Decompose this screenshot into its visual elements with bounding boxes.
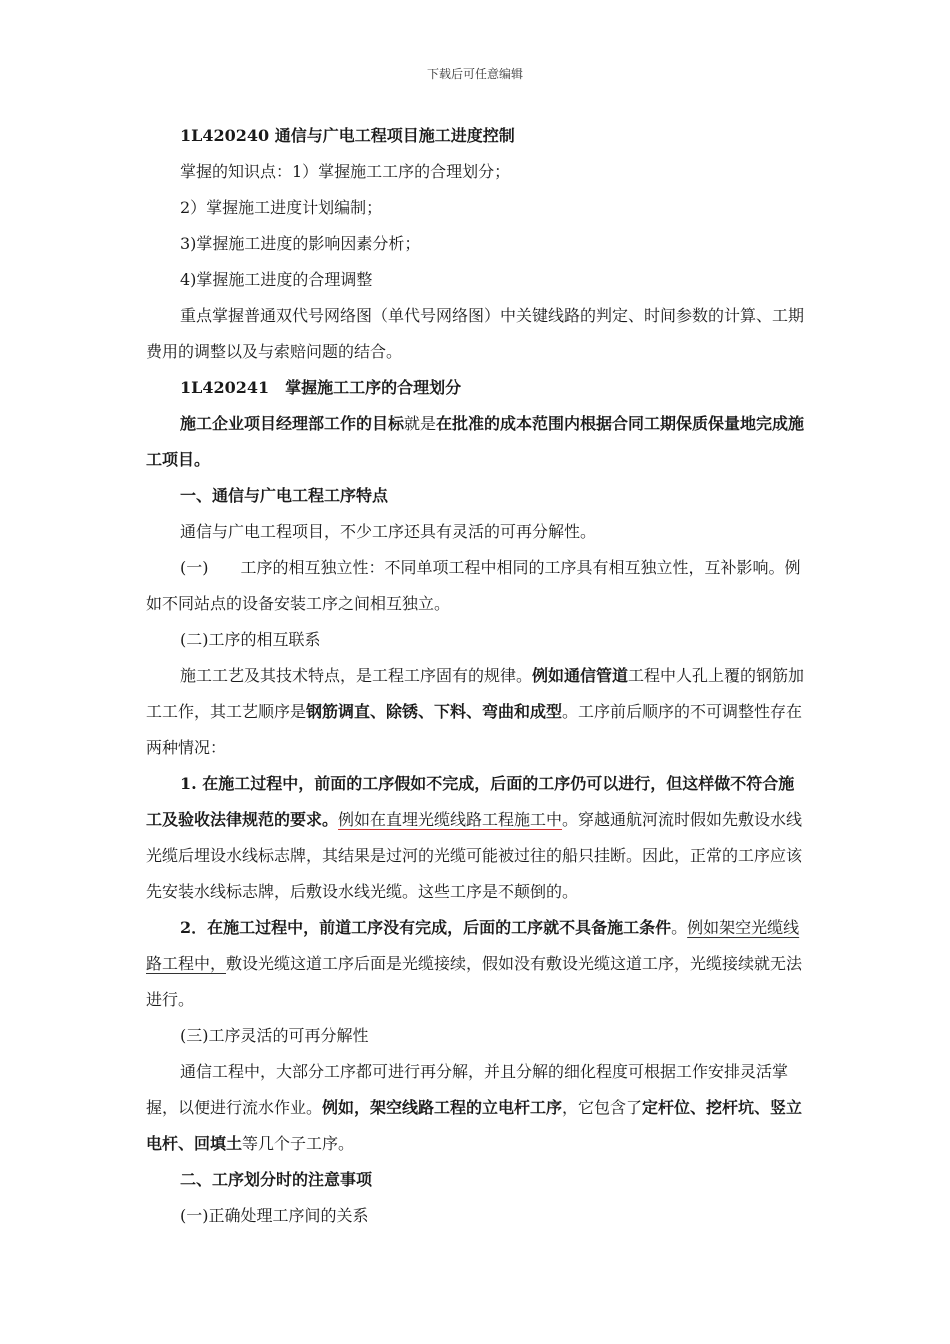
item-3-bold-b: 例如，架空线路工程的立电杆工序 bbox=[322, 1098, 563, 1117]
case-2-rest: 敷设光缆这道工序后面是光缆接续，假如没有敷设光缆这道工序，光缆接续就无法进行。 bbox=[146, 954, 803, 1009]
item-2-bold-d: 钢筋调直、除锈、下料、弯曲和成型 bbox=[306, 702, 563, 721]
goal-bold-2: 在批准的成本范围内根据合同工期保质保量地完成施工项目。 bbox=[146, 414, 805, 469]
item-2-paragraph bbox=[146, 658, 808, 766]
item-3-text-e: 等几个子工序。 bbox=[242, 1134, 355, 1153]
item-1-text: 工序的相互独立性：不同单项工程中相同的工序具有相互独立性，互补影响。例如不同站点的设备安装工序之间相互独立。 bbox=[146, 558, 801, 613]
goal-bold-1: 施工企业项目经理部工作的目标 bbox=[180, 414, 405, 433]
page-header: 下载后可任意编辑 bbox=[426, 67, 523, 81]
case-1-paragraph bbox=[146, 766, 808, 910]
item-2-bold-b: 例如通信管道 bbox=[532, 666, 629, 685]
case-1-rest: 。穿越通航河流时假如先敷设水线光缆后埋设水线标志牌，其结果是过河的光缆可能被过往的船只挂断。因此，正常的工序应该先安装水线标志牌，后敷设水线光缆。这些工序是不颠倒的。 bbox=[146, 810, 803, 901]
case-2-dot: 。 bbox=[671, 918, 688, 937]
item-1-number: (一) bbox=[180, 558, 209, 577]
case-1-bold: 1. 在施工过程中，前面的工序假如不完成，后面的工序仍可以进行，但这样做不符合施工及验收法律规范的要求。 bbox=[146, 774, 795, 829]
case-2-paragraph bbox=[146, 910, 808, 1018]
knowledge-point-4: 4)掌握施工进度的合理调整 bbox=[180, 270, 373, 289]
subsection-title: 1L420241 掌握施工工序的合理划分 bbox=[180, 378, 462, 397]
heading-2: 二、工序划分时的注意事项 bbox=[180, 1170, 373, 1189]
heading-1: 一、通信与广电工程工序特点 bbox=[180, 486, 389, 505]
item-2-text-a: 施工工艺及其技术特点，是工程工序固有的规律。 bbox=[180, 666, 533, 685]
knowledge-point-3: 3)掌握施工进度的影响因素分析； bbox=[180, 234, 421, 253]
case-2-bold: 2．在施工过程中，前道工序没有完成，后面的工序就不具备施工条件 bbox=[180, 918, 672, 937]
case-1-underlined: 例如在直埋光缆线路工程施工中 bbox=[338, 810, 563, 829]
document-body bbox=[146, 118, 808, 1234]
focus-paragraph: 重点掌握普通双代号网络图（单代号网络图）中关键线路的判定、时间参数的计算、工期费用的调整以及与索赔问题的结合。 bbox=[146, 306, 805, 361]
item-3-paragraph bbox=[146, 1054, 808, 1162]
item-2-text-c: 工程中人孔上覆的钢筋加工工作，其工艺顺序是 bbox=[146, 666, 805, 721]
goal-plain: 就是 bbox=[404, 414, 437, 433]
knowledge-point-1: 掌握的知识点：1）掌握施工工序的合理划分； bbox=[180, 162, 511, 181]
section-title: 1L420240 通信与广电工程项目施工进度控制 bbox=[180, 126, 515, 145]
item-3-bold-d: 定杆位、挖杆坑、竖立电杆、回填土 bbox=[146, 1098, 803, 1153]
item-2-title: (二)工序的相互联系 bbox=[180, 630, 321, 649]
item-3-text-c: ，它包含了 bbox=[562, 1098, 643, 1117]
case-2-underlined: 例如架空光缆线路工程中， bbox=[146, 918, 800, 973]
item-3-text-a: 通信工程中，大部分工序都可进行再分解，并且分解的细化程度可根据工作安排灵活掌握，以便进行流水作业。 bbox=[146, 1062, 789, 1117]
item-2-text-e: 。工序前后顺序的不可调整性存在两种情况： bbox=[146, 702, 803, 757]
item-1-paragraph bbox=[146, 550, 808, 622]
goal-paragraph bbox=[146, 406, 808, 478]
heading-2-item-1: (一)正确处理工序间的关系 bbox=[180, 1206, 369, 1225]
feature-intro: 通信与广电工程项目，不少工序还具有灵活的可再分解性。 bbox=[180, 522, 597, 541]
knowledge-point-2: 2）掌握施工进度计划编制； bbox=[180, 198, 383, 217]
item-3-title: (三)工序灵活的可再分解性 bbox=[180, 1026, 369, 1045]
